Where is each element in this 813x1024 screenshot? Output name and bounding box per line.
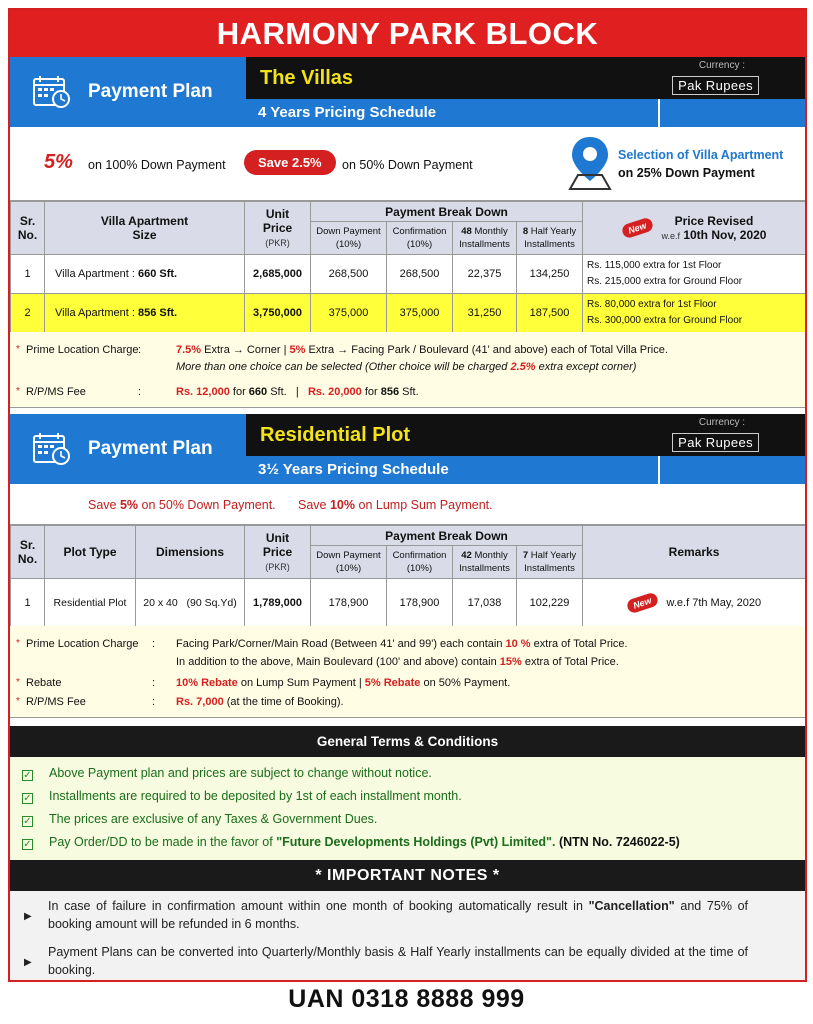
arrow-right-icon: ▶: [24, 911, 32, 922]
col-monthly: 42 Monthly Installments: [453, 546, 517, 579]
plot-offer-1: Save 5% on 50% Down Payment.: [88, 498, 276, 512]
col-break-down: Payment Break Down: [311, 202, 583, 222]
villas-schedule: 4 Years Pricing Schedule: [246, 99, 658, 127]
villas-table: [10, 201, 806, 333]
plot-title: Residential Plot: [260, 424, 411, 446]
arrow-right-icon: ▶: [24, 957, 32, 968]
currency-label: Currency :: [698, 60, 745, 71]
col-conf: Confirmation (10%): [387, 546, 453, 579]
location-pin-icon: [566, 135, 614, 191]
plot-title-bar: [246, 414, 805, 456]
plot-offers: [10, 484, 805, 525]
uan-number: UAN 0318 8888 999: [288, 985, 525, 1013]
payment-plan-block: [10, 57, 246, 127]
col-conf: Confirmation (10%): [387, 222, 453, 255]
offer-full-down: on 100% Down Payment: [88, 158, 226, 172]
col-size: Villa Apartment Size: [45, 202, 245, 255]
currency-value: Pak Rupees: [672, 433, 759, 452]
important-list: [10, 891, 805, 982]
villas-title-bar: [246, 57, 805, 99]
check-icon: ✓: [23, 793, 32, 804]
currency-value: Pak Rupees: [672, 76, 759, 95]
flyer: [8, 8, 807, 982]
col-half: 7 Half Yearly Installments: [517, 546, 583, 579]
check-icon: ✓: [23, 770, 32, 781]
plot-offer-2: Save 10% on Lump Sum Payment.: [298, 498, 493, 512]
important-heading: * IMPORTANT NOTES *: [10, 860, 805, 891]
col-half: 8 Half Yearly Installments: [517, 222, 583, 255]
table-row: 1 Residential Plot 20 x 40 (90 Sq.Yd) 1,789,000 178,900 178,900 17,038 102,229 New w.e.f 7th May, 2020: [11, 579, 806, 627]
col-sr: Sr. No.: [11, 526, 45, 579]
check-icon: ✓: [23, 816, 32, 827]
villas-title: The Villas: [260, 67, 354, 89]
col-break-down: Payment Break Down: [311, 526, 583, 546]
new-tag-icon: New: [620, 217, 653, 240]
list-item: ✓ The prices are exclusive of any Taxes & Government Dues.: [23, 812, 378, 827]
col-price: Unit Price (PKR): [245, 202, 311, 255]
list-item: ✓ Pay Order/DD to be made in the favor of "Future Developments Holdings (Pvt) Limited". (NTN No. 7246022-5): [23, 835, 680, 850]
col-revised: New Price Revised w.e.f 10th Nov, 2020: [583, 202, 806, 255]
plot-table: [10, 525, 806, 627]
table-row: 1 Villa Apartment : 660 Sft. 2,685,000 268,500 268,500 22,375 134,250 Rs. 115,000 extra for 1st Floor Rs. 215,000 extra for Ground Floor: [11, 255, 806, 294]
villas-offers: [10, 127, 805, 201]
page-title: HARMONY PARK BLOCK: [10, 10, 805, 57]
offer-selection-line1: Selection of Villa Apartment: [618, 148, 784, 162]
terms-heading: General Terms & Conditions: [10, 726, 805, 757]
new-tag-icon: New: [626, 591, 659, 614]
list-item: ✓ Installments are required to be deposited by 1st of each installment month.: [23, 789, 462, 804]
plot-schedule: 3½ Years Pricing Schedule: [246, 456, 658, 484]
col-down: Down Payment (10%): [311, 546, 387, 579]
villas-notes: * Prime Location Charge : 7.5% Extra → Corner | 5% Extra → Facing Park / Boulevard (41' and above) each of Total Villa Price. More than one choice can be selected (Other choice will be charged 2.5% extra except corner) * R/P/MS Fee : Rs. 12,000 for 660 Sft. | Rs. 20,000 for 856 Sft.: [10, 332, 805, 408]
col-dimensions: Dimensions: [136, 526, 245, 579]
check-icon: ✓: [23, 839, 32, 850]
table-row: 2 Villa Apartment : 856 Sft. 3,750,000 375,000 375,000 31,250 187,500 Rs. 80,000 extra for 1st Floor Rs. 300,000 extra for Ground Floor: [11, 294, 806, 333]
col-price: Unit Price (PKR): [245, 526, 311, 579]
plot-header: [10, 414, 805, 484]
list-item: ✓ Above Payment plan and prices are subject to change without notice.: [23, 766, 432, 781]
five-percent-badge: 5%: [44, 151, 73, 173]
calendar-clock-icon: [32, 431, 72, 467]
currency-label: Currency :: [698, 417, 745, 428]
terms-list: [10, 757, 805, 860]
header-filler: [658, 456, 805, 484]
save-badge: Save 2.5%: [244, 150, 336, 175]
payment-plan-block: [10, 414, 246, 484]
col-remarks: Remarks: [583, 526, 806, 579]
list-item: In case of failure in confirmation amount within one month of booking automatically result in "Cancellation" and 75% of booking amount will be refunded in 6 months.: [48, 899, 749, 931]
villas-header: [10, 57, 805, 127]
col-monthly: 48 Monthly Installments: [453, 222, 517, 255]
col-sr: Sr. No.: [11, 202, 45, 255]
offer-half-down: on 50% Down Payment: [342, 158, 473, 172]
calendar-clock-icon: [32, 74, 72, 110]
col-type: Plot Type: [45, 526, 136, 579]
payment-plan-label: Payment Plan: [88, 438, 213, 459]
col-down: Down Payment (10%): [311, 222, 387, 255]
list-item: Payment Plans can be converted into Quarterly/Monthly basis & Half Yearly installments can be equally divided at the time of booking.: [48, 945, 748, 977]
header-filler: [658, 99, 805, 127]
payment-plan-label: Payment Plan: [88, 81, 213, 102]
offer-selection-line2: on 25% Down Payment: [618, 166, 755, 180]
plot-notes: * Prime Location Charge : Facing Park/Corner/Main Road (Between 41' and 99') each contain 10 % extra of Total Price. In addition to the above, Main Boulevard (100' and above) contain 15% extra of Total Price. * Rebate : 10% Rebate on Lump Sum Payment | 5% Rebate on 50% Payment. * R/P/MS Fee : Rs. 7,000 (at the time of Booking).: [10, 626, 805, 718]
